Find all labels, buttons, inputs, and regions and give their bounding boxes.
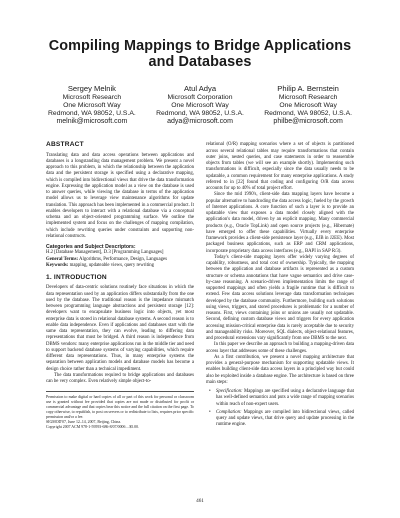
left-column [46,142,194,430]
author-org: Microsoft Research [278,93,338,101]
author-city: Redmond, WA 98052, U.S.A. [156,110,244,117]
author-dept: One Microsoft Way [279,101,337,109]
author-org: Microsoft Research [62,93,122,101]
right-paragraph-4: In this paper we describe an approach to building a mapping-driven data access layer that addresses some of these challenges. [206,342,354,354]
right-column [206,142,354,430]
right-paragraph-1: relational (O/R) mapping scenarios where a set of objects is partitioned across several relational tables may require transformations that contain outer joins, nested queries, and case statements in order to reassemble objects from tables (we will see an example shortly). Implementing such transformations is difficult, especially since the data usually needs to be updatable, a common requirement for many enterprise applications. A study referred to in [22] found that coding and configuring O/R data access accounts for up to 40% of total project effort. [206,142,354,192]
right-paragraph-3: Today's client-side mapping layers offer widely varying degrees of capability, robustness, and total cost of ownership. Typically, the mapping between the application and database artifacts is represented as a custom structure or schema annotations that have vague semantics and drive case-by-case reasoning. A scenario-driven implementation limits the range of supported mappings and often yields a fragile runtime that is difficult to extend. Few data access solutions leverage data transformation techniques developed by the database community. Furthermore, building such solutions using views, triggers, and stored procedures is problematic for a number of reasons. First, views containing joins or unions are usually not updatable. Second, defining custom database views and triggers for every application accessing mission-critical enterprise data is rarely acceptable due to security and manageability risks. Moreover, SQL dialects, object-relational features, and procedural extensions vary significantly from one DBMS to the next. [206,254,354,342]
author-name: Atul Adya [183,84,217,93]
introduction-heading: 1. INTRODUCTION [46,274,107,282]
author-dept: One Microsoft Way [171,101,229,109]
author-3 [264,84,352,126]
author-name: Sergey Melnik [67,84,116,93]
author-dept: One Microsoft Way [63,101,121,109]
categories-text: H.2 [Database Management], D.3 [Programming Languages] [46,250,164,256]
permission-notice [46,391,194,430]
step-text: Mappings are compiled into bidirectional views, called query and update views, that drive query and update processing in the runtime engine. [216,409,354,428]
abstract-heading: ABSTRACT [46,141,84,149]
general-terms-heading: General Terms: [46,256,79,262]
abstract-text: Translating data and data access operations between applications and databases is a longstanding data management problem. We present a novel approach to this problem, in which the relationship between the application data and the persistent storage is specified using a declarative mapping, which is compiled into bidirectional views that drive the data transformation engine. Expressing the application model as a view on the database is used to answer queries, while viewing the database in terms of the application model allows us to leverage view maintenance algorithms for update translation. This approach has been implemented in a commercial product. It enables developers to interact with a relational database via a conceptual schema and an object-oriented programming surface. We outline the implemented system and focus on the challenges of mapping compilation, which include rewriting queries under constraints and supporting non-relational constructs. [46,152,194,239]
general-terms-text: Algorithms, Performance, Design, Languages [79,256,167,262]
author-org: Microsoft Corporation [167,93,233,101]
keywords-text: mapping, updateable views, query rewriting [69,262,155,268]
step-term: Compilation: [216,409,242,415]
right-paragraph-5: As a first contribution, we present a novel mapping architecture that provides a general-purpose mechanism for supporting updatable views. It enables building client-side data access layers in a principled way but could also be exploited inside a database engine. The architecture is based on three main steps: [206,354,354,385]
step-text: Mappings are specified using a declarative language that has well-defined semantics and puts a wide range of mapping scenarios within reach of non-expert users. [216,389,354,407]
author-city: Redmond, WA 98052, U.S.A. [48,110,136,117]
author-email[interactable]: philbe@microsoft.com [273,118,343,126]
author-block [46,84,354,126]
author-email[interactable]: melnik@microsoft.com [56,118,128,126]
intro-paragraph-1: Developers of data-centric solutions routinely face situations in which the data representation used by an application differs substantially from the one used by the database. The traditional reason is the impedance mismatch between programming language abstractions and persistent storage [12]: developers want to encapsulate business logic into objects, yet most enterprise data is stored in relational database systems. A second reason is to enable data independence. Even if applications and databases start with the same data representation, they can evolve, leading to differing data representations that must be bridged. A third reason is independence from DBMS vendors: many enterprise applications run in the middle tier and need to support backend database systems of varying capabilities, which require different data representations. Thus, in many enterprise systems the separation between application models and database models has become a design choice rather than a technical impediment. [46,285,194,372]
list-item [216,389,354,408]
paper-title: Compiling Mappings to Bridge Applications and Databases [48,38,352,70]
copyright-line: Copyright 2007 ACM 978-1-59593-686-8/07/0006 ...$5.00. [46,425,140,430]
author-city: Redmond, WA 98052, U.S.A. [264,110,352,117]
body-columns [46,142,354,430]
intro-paragraph-2: The data transformations required to bridge applications and databases can be very complex. Even relatively simple object-to- [46,372,194,385]
keywords-line [46,263,194,269]
categories-heading: Categories and Subject Descriptors: [46,244,136,251]
right-paragraph-2: Since the mid 1990's, client-side data mapping layers have become a popular alternative to handcoding the data access logic, fueled by the growth of Internet applications. A core function of such a layer is to provide an updatable view that exposes a data model closely aligned with the application's data model, driven by an explicit mapping. Many commercial products (e.g., Oracle TopLink) and open source projects (e.g., Hibernate) have emerged to offer these capabilities. Virtually every enterprise framework provides a client-side persistence layer (e.g., EJB in J2EE). Most packaged business applications, such as ERP and CRM applications, incorporate proprietary data access interfaces (e.g., BAPI in SAP R/3). [206,192,354,254]
author-1 [48,84,136,126]
architecture-steps-list [206,389,354,429]
permission-text: Permission to make digital or hard copies of all or part of this work for personal or classroom use is granted without fee provided that copies are not made or distributed for profit or commercial advantage and that copies bear this notice and the full citation on the first page. To copy otherwise, to republish, to post on servers or to redistribute to lists, requires prior specific permission and/or a fee. [46,395,194,420]
page-number: 461 [196,498,204,504]
keywords-heading: Keywords: [46,262,69,268]
step-term: Specification: [216,389,243,395]
list-item [216,410,354,429]
conference-line: SIGMOD'07, June 12–14, 2007, Beijing, China. [46,420,122,425]
author-email[interactable]: adya@microsoft.com [167,118,233,126]
author-2 [156,84,244,126]
author-name: Philip A. Bernstein [277,84,339,93]
